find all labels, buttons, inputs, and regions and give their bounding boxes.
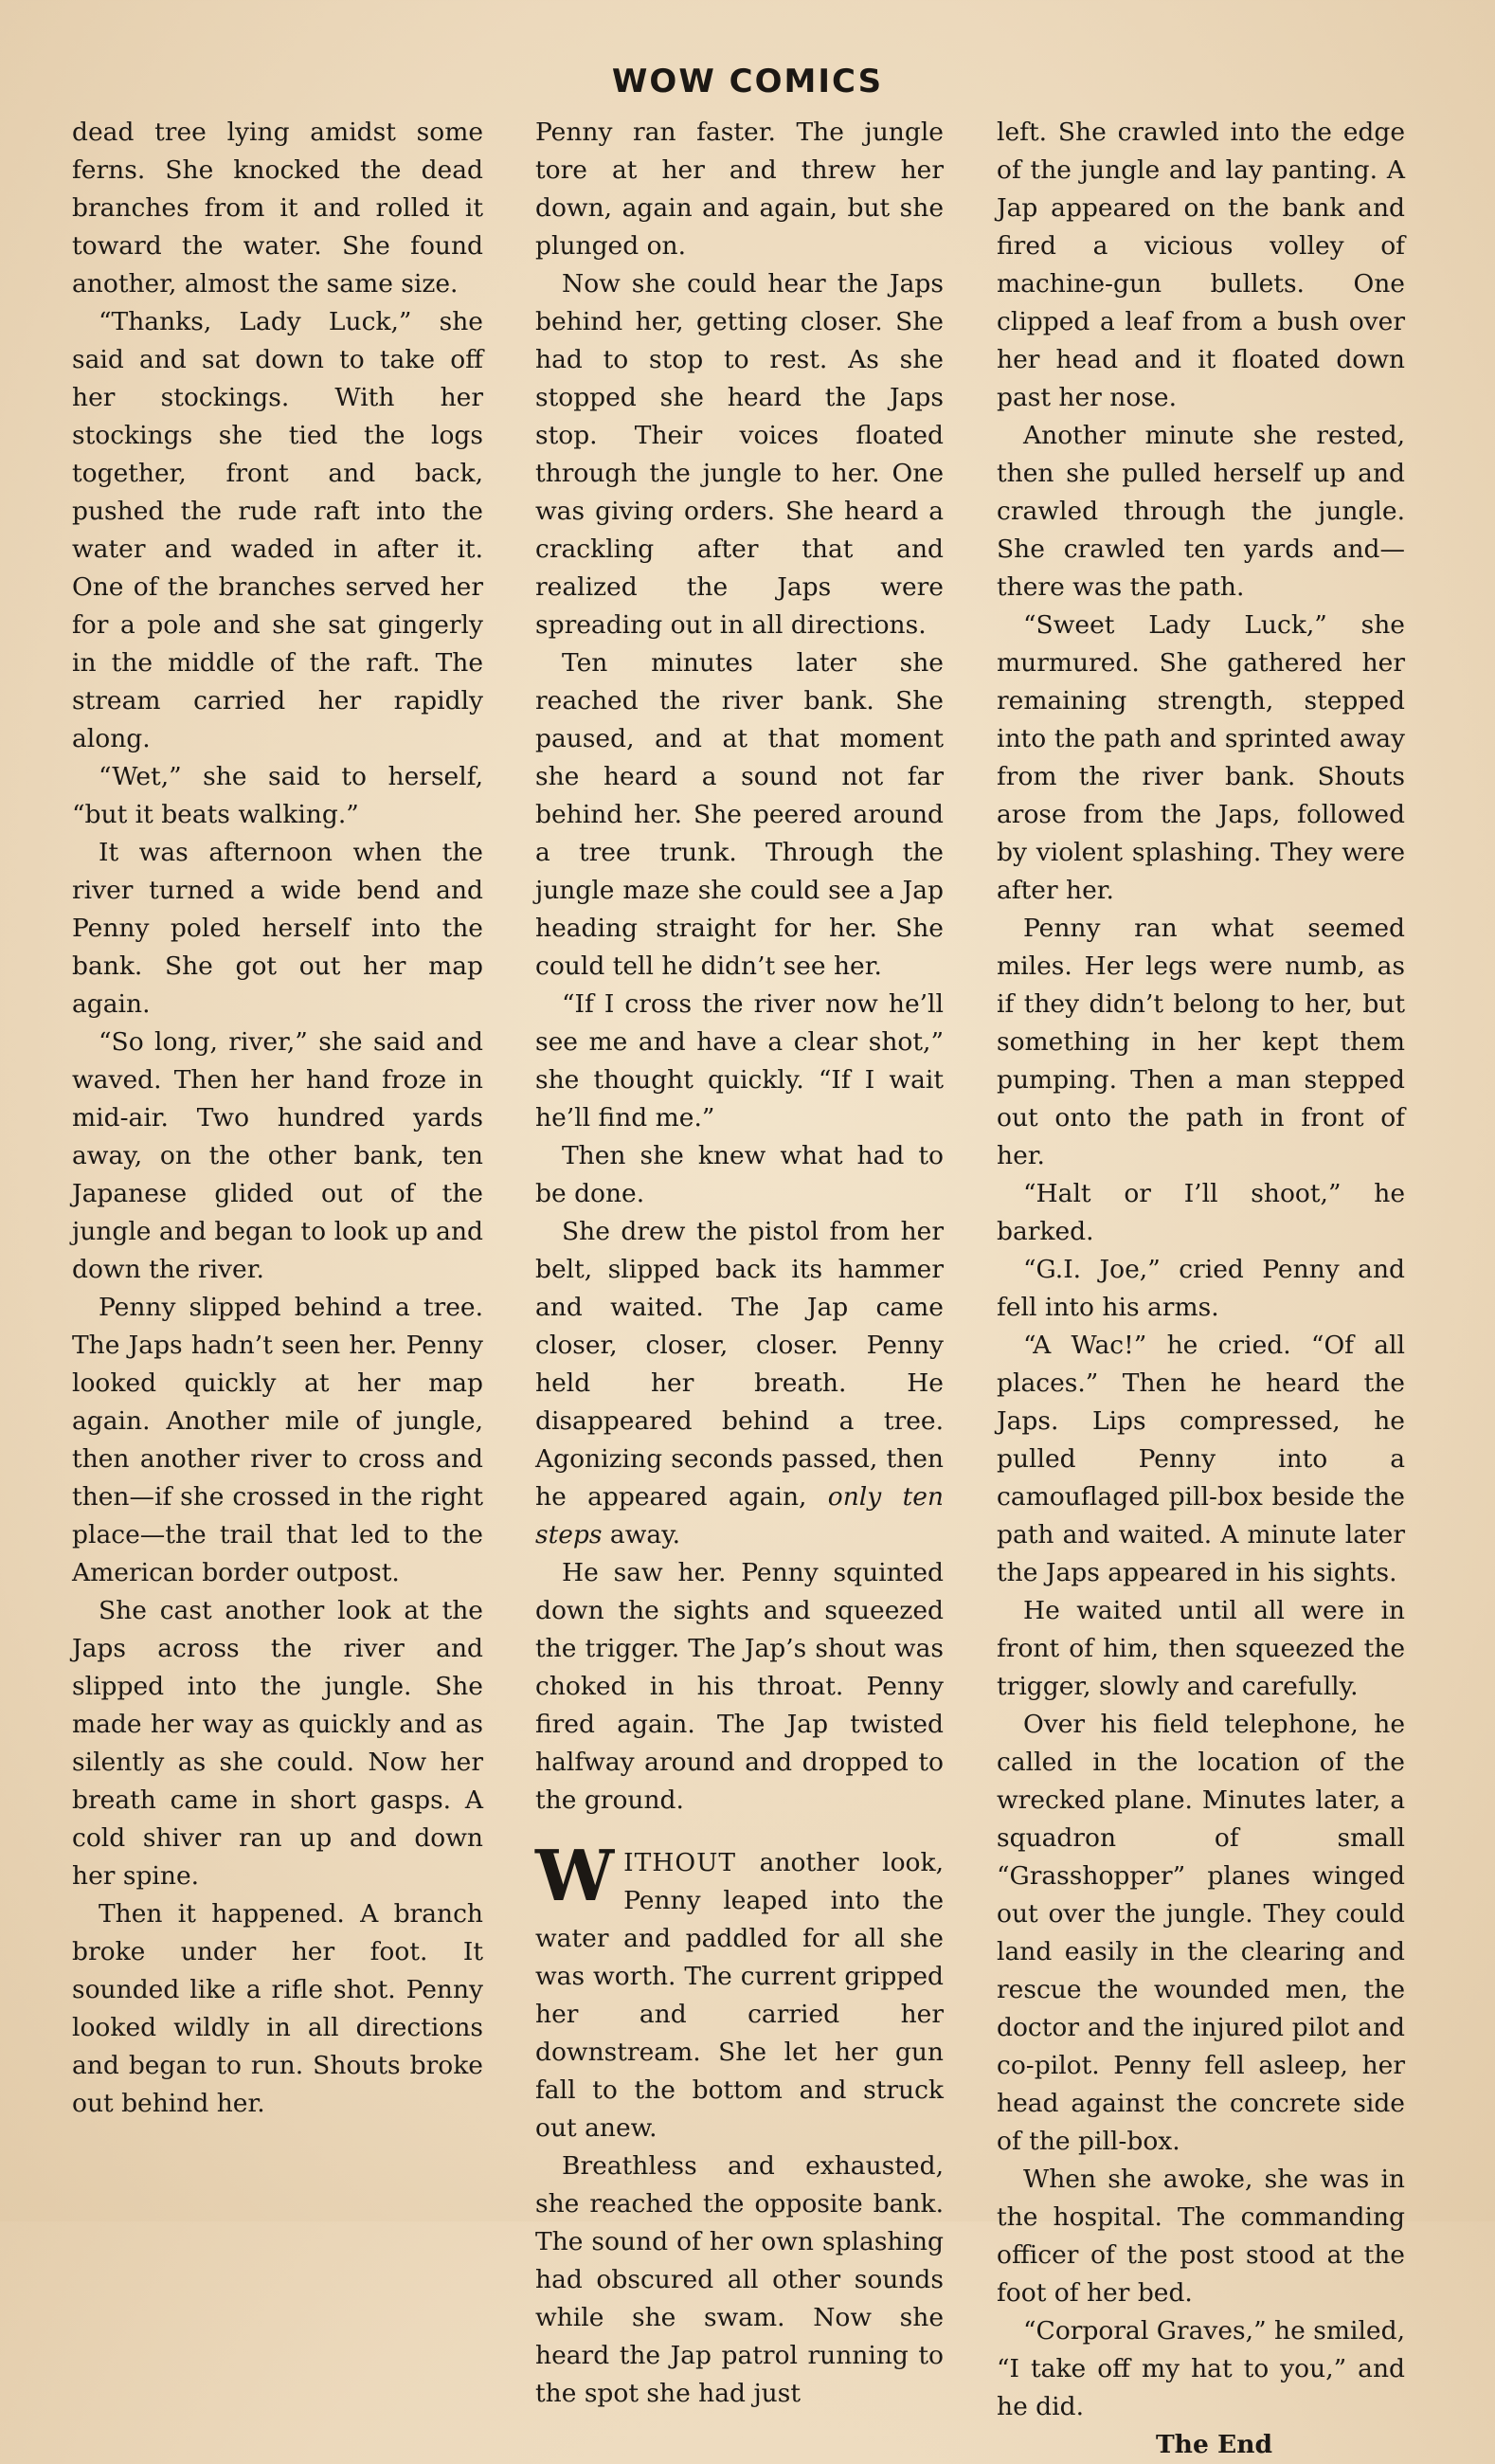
- paragraph-tail: away.: [602, 1520, 681, 1549]
- column-1: [72, 114, 483, 2123]
- the-end-label: The End: [1155, 2430, 1273, 2459]
- paragraph: When she awoke, she was in the hospital. The commanding officer of the post stood at the foot of her bed.: [997, 2165, 1405, 2308]
- page-header: WOW COMICS: [611, 63, 884, 100]
- paragraph: Another minute she rested, then she pulled herself up and crawled through the jungle. She crawled ten yards and—there was the path.: [997, 421, 1405, 602]
- column-2: [535, 114, 944, 2413]
- paragraph: “If I cross the river now he’ll see me and have a clear shot,” she thought quickly. “If I wait he’ll find me.”: [535, 989, 944, 1132]
- paragraph: Now she could hear the Japs behind her, getting closer. She had to stop to rest. As she stopped she heard the Japs stop. Their voices floated through the jungle to her. One was giving orders. She heard a crackling after that and realized the Japs were spreading out in all directions.: [535, 269, 944, 640]
- paragraph: “G.I. Joe,” cried Penny and fell into his arms.: [997, 1255, 1405, 1322]
- paragraph: Then it happened. A branch broke under her foot. It sounded like a rifle shot. Penny looked wildly in all directions and began to run. Shouts broke out behind her.: [72, 1899, 483, 2118]
- paragraph: He waited until all were in front of him, then squeezed the trigger, slowly and carefully.: [997, 1596, 1405, 1701]
- paragraph: “Corporal Graves,” he smiled, “I take off my hat to you,” and he did.: [997, 2316, 1405, 2421]
- paragraph: Penny slipped behind a tree. The Japs hadn’t seen her. Penny looked quickly at her map again. Another mile of jungle, then another river to cross and then—if she crossed in the right place—the trail that led to the American border outpost.: [72, 1293, 483, 1587]
- paragraph: “Wet,” she said to herself, “but it beats walking.”: [72, 762, 483, 829]
- paragraph: “Thanks, Lady Luck,” she said and sat down to take off her stockings. With her stockings she tied the logs together, front and back, pushed the rude raft into the water and waded in after it. One of the branches served her for a pole and she sat gingerly in the middle of the raft. The stream carried her rapidly along.: [72, 307, 483, 753]
- paragraph: Over his field telephone, he called in the location of the wrecked plane. Minutes later, a squadron of small “Grasshopper” planes winged out over the jungle. They could land easily in the clearing and rescue the wounded men, the doctor and the injured pilot and co-pilot. Penny fell asleep, her head against the concrete side of the pill-box.: [997, 1710, 1405, 2156]
- dropcap-letter: W: [535, 1836, 615, 1917]
- paragraph: He saw her. Penny squinted down the sights and squeezed the trigger. The Jap’s shout was choked in his throat. Penny fired again. The Jap twisted halfway around and dropped to the ground.: [535, 1558, 944, 1815]
- dropcap-paragraph: [535, 1836, 944, 2147]
- paragraph-with-italic: [535, 1213, 944, 1554]
- paragraph: “Halt or I’ll shoot,” he barked.: [997, 1179, 1405, 1246]
- paragraph: Ten minutes later she reached the river bank. She paused, and at that moment she heard a sound not far behind her. She peered around a tree trunk. Through the jungle maze she could see a Jap heading straight for her. She could tell he didn’t see her.: [535, 648, 944, 981]
- paragraph: Penny ran faster. The jungle tore at her and threw her down, again and again, but she plunged on.: [535, 118, 944, 261]
- dropcap-rest: another look, Penny leaped into the water and paddled for all she was worth. The current gripped her and carried her downstream. She let her gun fall to the bottom and struck out anew.: [535, 1848, 944, 2143]
- paragraph: dead tree lying amidst some ferns. She knocked the dead branches from it and rolled it toward the water. She found another, almost the same size.: [72, 118, 483, 299]
- paragraph: She cast another look at the Japs across the river and slipped into the jungle. She made her way as quickly and as silently as she could. Now her breath came in short gasps. A cold shiver ran up and down her spine.: [72, 1596, 483, 1891]
- column-3: [997, 114, 1405, 2464]
- paragraph: Breathless and exhausted, she reached the opposite bank. The sound of her own splashing had obscured all other sounds while she swam. Now she heard the Jap patrol running to the spot she had just: [535, 2151, 944, 2408]
- paragraph: It was afternoon when the river turned a wide bend and Penny poled herself into the bank. She got out her map again.: [72, 838, 483, 1019]
- paragraph: left. She crawled into the edge of the jungle and lay panting. A Jap appeared on the bank and fired a vicious volley of machine-gun bullets. One clipped a leaf from a bush over her head and it floated down past her nose.: [997, 118, 1405, 412]
- paragraph: Then she knew what had to be done.: [535, 1141, 944, 1208]
- dropcap-lead: ITHOUT: [623, 1848, 737, 1877]
- paragraph: Penny ran what seemed miles. Her legs were numb, as if they didn’t belong to her, but something in her kept them pumping. Then a man stepped out onto the path in front of her.: [997, 914, 1405, 1170]
- paragraph: “So long, river,” she said and waved. Then her hand froze in mid-air. Two hundred yards away, on the other bank, ten Japanese glided out of the jungle and began to look up and down the river.: [72, 1027, 483, 1284]
- paragraph: “Sweet Lady Luck,” she murmured. She gathered her remaining strength, stepped into the path and sprinted away from the river bank. Shouts arose from the Japs, followed by violent splashing. They were after her.: [997, 610, 1405, 905]
- paragraph: “A Wac!” he cried. “Of all places.” Then he heard the Japs. Lips compressed, he pulled Penny into a camouflaged pill-box beside the path and waited. A minute later the Japs appeared in his sights.: [997, 1331, 1405, 1587]
- italic-phrase: only ten steps: [535, 1482, 944, 1549]
- paragraph-text: She drew the pistol from her belt, slipped back its hammer and waited. The Jap came closer, closer, closer. Penny held her breath. He disappeared behind a tree. Agonizing seconds passed, then he appeared again,: [535, 1217, 944, 1512]
